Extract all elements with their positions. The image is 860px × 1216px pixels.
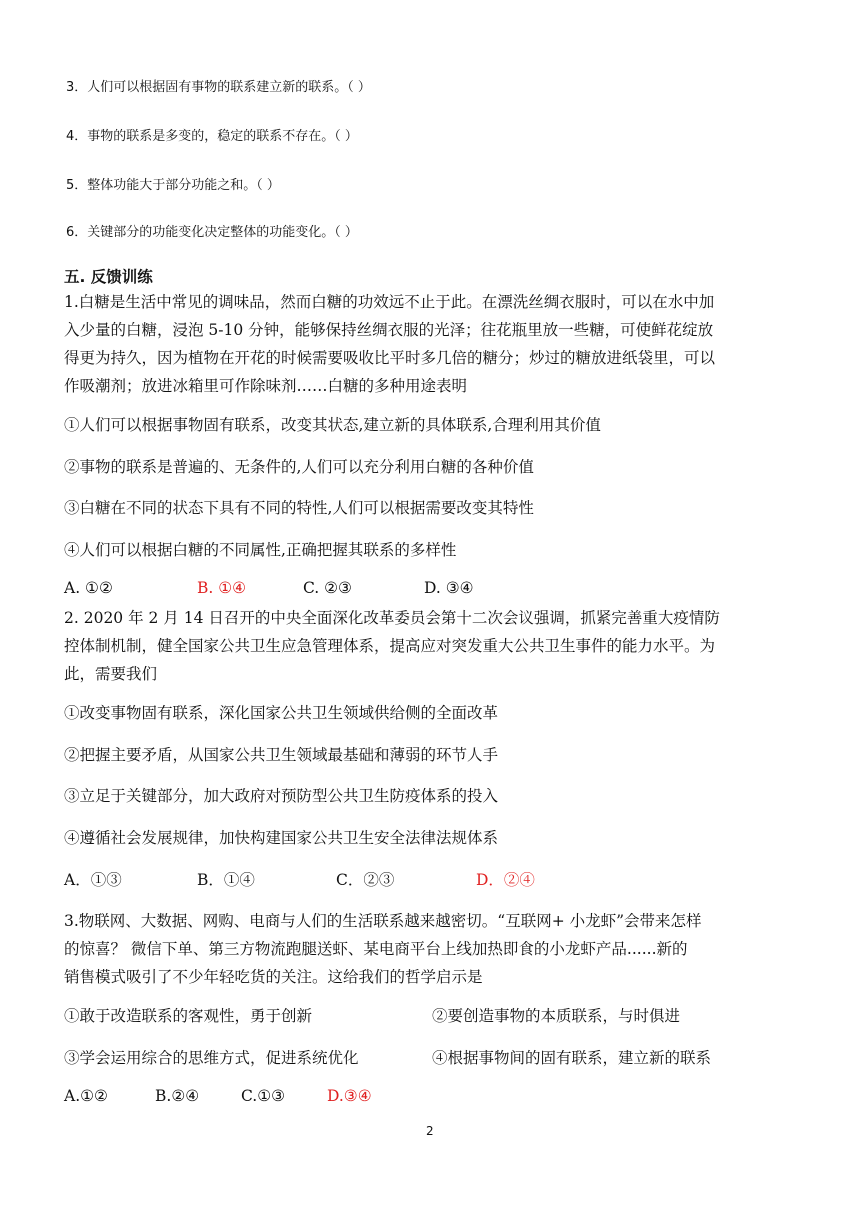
q3-option-d-answer: D.③④ <box>327 1087 372 1105</box>
q3-stem-line-3: 销售模式吸引了不少年轻吃货的关注。这给我们的哲学启示是 <box>64 968 483 986</box>
section-title: 五. 反馈训练 <box>64 268 153 286</box>
page-number: 2 <box>426 1124 434 1138</box>
q2-option-c: C．②③ <box>336 871 395 889</box>
q3-statement-3: ③学会运用综合的思维方式，促进系统优化 <box>64 1049 359 1067</box>
q3-statement-1: ①敢于改造联系的客观性，勇于创新 <box>64 1007 313 1025</box>
q2-stem-line-1: 2. 2020 年 2 月 14 日召开的中央全面深化改革委员会第十二次会议强调，抓紧完善重大疫情防 <box>64 609 720 627</box>
q1-option-d: D. ③④ <box>424 579 474 597</box>
tf-item-6: 6．关键部分的功能变化决定整体的功能变化。（ ） <box>66 225 358 240</box>
q2-option-b: B．①④ <box>197 871 255 889</box>
q2-statement-1: ①改变事物固有联系，深化国家公共卫生领域供给侧的全面改革 <box>64 704 499 722</box>
q1-statement-2: ②事物的联系是普遍的、无条件的,人们可以充分利用白糖的各种价值 <box>64 458 534 476</box>
q1-option-a: A. ①② <box>64 579 113 597</box>
q1-option-b-answer: B. ①④ <box>197 579 247 597</box>
q1-stem-line-4: 作吸潮剂；放进冰箱里可作除味剂……白糖的多种用途表明 <box>64 377 468 395</box>
q1-statement-3: ③白糖在不同的状态下具有不同的特性,人们可以根据需要改变其特性 <box>64 499 534 517</box>
q3-option-b: B.②④ <box>155 1087 200 1105</box>
q2-statement-4: ④遵循社会发展规律，加快构建国家公共卫生安全法律法规体系 <box>64 829 499 847</box>
tf-item-4: 4．事物的联系是多变的，稳定的联系不存在。（ ） <box>66 129 358 144</box>
q1-option-c: C. ②③ <box>303 579 352 597</box>
q3-option-a: A.①② <box>64 1087 108 1105</box>
q3-statement-2: ②要创造事物的本质联系，与时俱进 <box>432 1007 681 1025</box>
q3-stem-line-1: 3.物联网、大数据、网购、电商与人们的生活联系越来越密切。“互联网+ 小龙虾”会带来怎样 <box>64 912 702 930</box>
q2-option-a: A．①③ <box>64 871 122 889</box>
q3-statement-4: ④根据事物间的固有联系，建立新的联系 <box>432 1049 712 1067</box>
tf-item-5: 5．整体功能大于部分功能之和。（ ） <box>66 178 280 193</box>
q3-option-c: C.①③ <box>241 1087 286 1105</box>
q2-statement-2: ②把握主要矛盾，从国家公共卫生领域最基础和薄弱的环节人手 <box>64 746 499 764</box>
q2-stem-line-2: 控体制机制，健全国家公共卫生应急管理体系，提高应对突发重大公共卫生事件的能力水平。为 <box>64 637 716 655</box>
q2-statement-3: ③立足于关键部分，加大政府对预防型公共卫生防疫体系的投入 <box>64 787 499 805</box>
q3-stem-line-2: 的惊喜？ 微信下单、第三方物流跑腿送虾、某电商平台上线加热即食的小龙虾产品......新的 <box>64 940 688 958</box>
q2-option-d-answer: D．②④ <box>476 871 535 889</box>
q1-stem-line-2: 入少量的白糖，浸泡 5-10 分钟，能够保持丝绸衣服的光泽；往花瓶里放一些糖，可使鲜花绽放 <box>64 321 714 339</box>
q1-stem-line-1: 1.白糖是生活中常见的调味品，然而白糖的功效远不止于此。在漂洗丝绸衣服时，可以在水中加 <box>64 293 715 311</box>
q1-statement-4: ④人们可以根据白糖的不同属性,正确把握其联系的多样性 <box>64 541 457 559</box>
q2-stem-line-3: 此，需要我们 <box>64 665 158 683</box>
tf-item-3: 3．人们可以根据固有事物的联系建立新的联系。（ ） <box>66 80 371 95</box>
q1-stem-line-3: 得更为持久，因为植物在开花的时候需要吸收比平时多几倍的糖分；炒过的糖放进纸袋里，可以 <box>64 349 716 367</box>
q1-statement-1: ①人们可以根据事物固有联系，改变其状态,建立新的具体联系,合理利用其价值 <box>64 416 601 434</box>
